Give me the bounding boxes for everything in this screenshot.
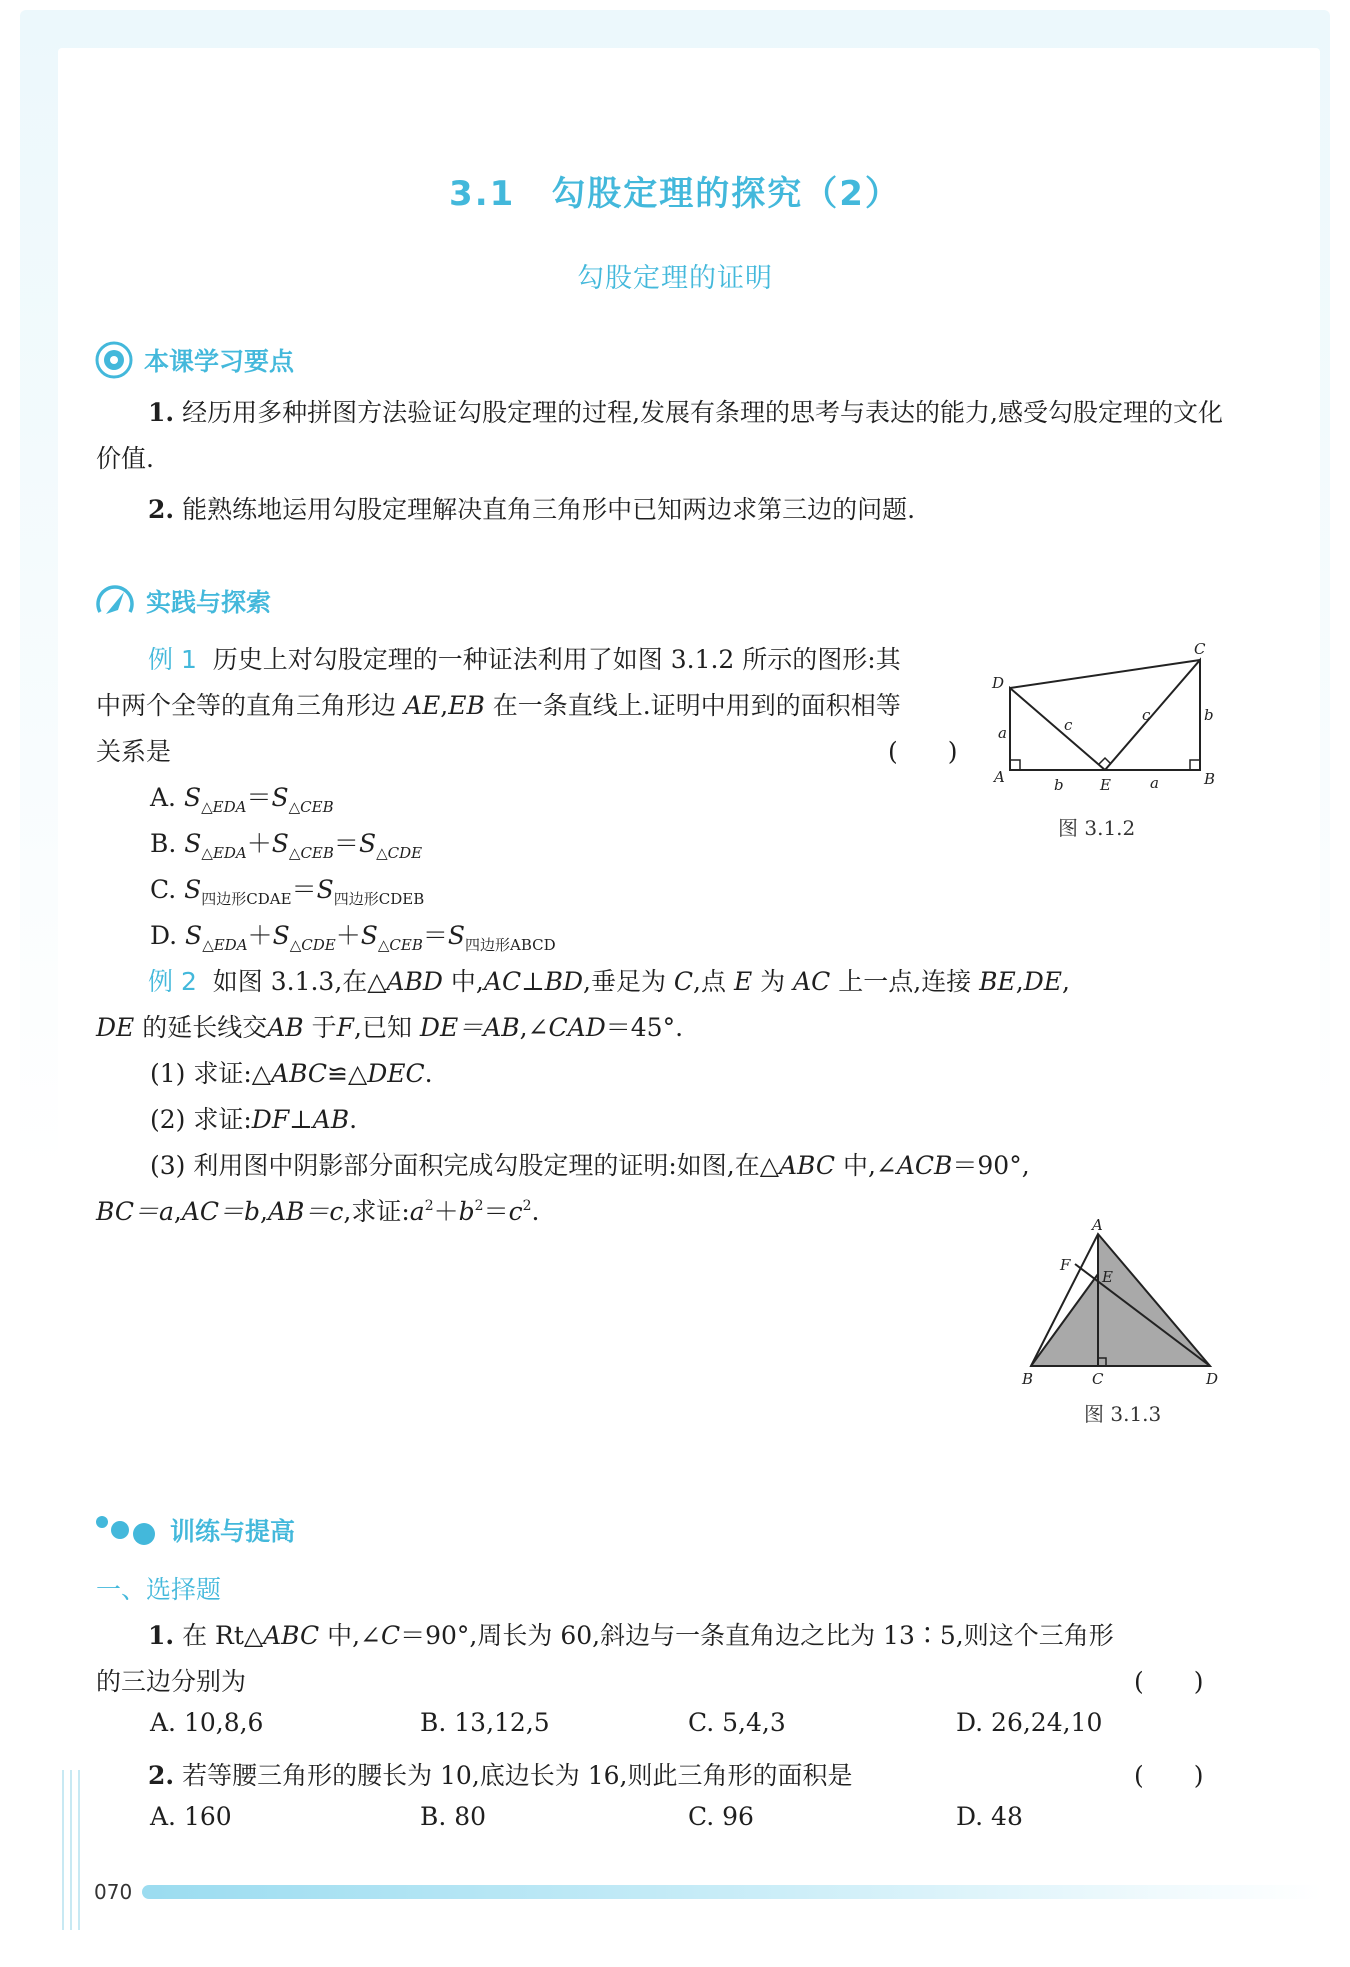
- question-1-option-b: B. 13,12,5: [420, 1708, 550, 1737]
- question-2: [148, 1756, 852, 1792]
- question-1-option-c: C. 5,4,3: [688, 1708, 786, 1737]
- equals: ＝: [422, 921, 448, 950]
- math: AB＝c: [267, 1197, 344, 1226]
- example-1-label: 例 1: [148, 645, 197, 674]
- key-point-2: [148, 490, 915, 526]
- text: ＝90°,周长为 60,斜边与一条直角边之比为 13∶5,则这个三角形: [400, 1621, 1114, 1650]
- side-a-bottom: a: [1150, 774, 1159, 792]
- math: CAD: [548, 1013, 606, 1042]
- question-2-option-d: D. 48: [956, 1802, 1023, 1831]
- equals: ＝: [246, 783, 272, 812]
- math: C: [673, 967, 694, 996]
- section-heading-label: 实践与探索: [142, 583, 275, 619]
- label-b: B: [1022, 1370, 1034, 1388]
- option-label: C.: [150, 875, 185, 904]
- text: (3) 利用图中阴影部分面积完成勾股定理的证明:如图,在△: [150, 1151, 779, 1180]
- text: 的延长线交: [134, 1013, 268, 1042]
- plus: ＋: [247, 921, 273, 950]
- text: 中两个全等的直角三角形边: [96, 691, 404, 720]
- equals: ＝: [291, 875, 317, 904]
- question-2-option-a: A. 160: [150, 1802, 232, 1831]
- subscript: △EDA: [202, 936, 248, 954]
- math: DF⊥AB: [251, 1105, 350, 1134]
- target-icon: [94, 340, 134, 380]
- math-s: S: [185, 921, 203, 950]
- subscript: 四边形CDEB: [333, 890, 425, 908]
- text: ≌△: [327, 1059, 368, 1088]
- example-1-line-3: 关系是: [96, 737, 172, 766]
- text: (1) 求证:△: [150, 1059, 272, 1088]
- math: E: [733, 967, 753, 996]
- label-b: B: [1204, 770, 1216, 788]
- example-1-text: 历史上对勾股定理的一种证法利用了如图 3.1.2 所示的图形:其: [212, 645, 901, 674]
- option-a: [150, 778, 334, 816]
- superscript: 2: [424, 1198, 434, 1214]
- text: 在一条直线上.证明中用到的面积相等: [484, 691, 901, 720]
- key-point-1-number: 1.: [148, 398, 175, 427]
- section-heading-label: 训练与提高: [166, 1512, 299, 1548]
- text: 中,∠: [835, 1151, 897, 1180]
- option-b: [150, 824, 422, 862]
- math-s: S: [271, 783, 289, 812]
- key-point-2-text: 能熟练地运用勾股定理解决直角三角形中已知两边求第三边的问题.: [182, 495, 916, 524]
- side-b-right: b: [1204, 706, 1214, 724]
- math-s: S: [184, 829, 202, 858]
- text: 在 Rt△: [182, 1621, 264, 1650]
- example-2-question-3-cont: [96, 1192, 539, 1228]
- section-heading-label: 本课学习要点: [140, 342, 298, 378]
- segment-dc: [1010, 660, 1200, 688]
- dots-icon: [94, 1512, 160, 1548]
- text: .: [424, 1059, 433, 1088]
- equals: ＝: [333, 829, 359, 858]
- math: F: [336, 1013, 354, 1042]
- side-b-bottom: b: [1054, 776, 1064, 794]
- math: DE: [96, 1013, 135, 1042]
- math-eb: EB: [448, 691, 485, 720]
- option-label: D.: [150, 921, 186, 950]
- math: AC⊥BD: [483, 967, 583, 996]
- text: ,: [173, 1197, 182, 1226]
- text: 上一点,连接: [830, 967, 980, 996]
- text: ＝: [483, 1197, 509, 1226]
- plus: ＋: [335, 921, 361, 950]
- option-label: B.: [150, 829, 185, 858]
- question-2-option-b: B. 80: [420, 1802, 487, 1831]
- math: C: [380, 1621, 401, 1650]
- example-2-question-3: [150, 1146, 1030, 1182]
- plus: ＋: [246, 829, 272, 858]
- label-e: E: [1100, 776, 1111, 794]
- example-2-line-1: [148, 962, 1070, 998]
- section-heading-practice: [94, 580, 275, 622]
- math: BE: [979, 967, 1016, 996]
- triangle-eda: [1010, 688, 1105, 770]
- text: (2) 求证:: [150, 1105, 252, 1134]
- question-number: 2.: [148, 1761, 175, 1790]
- text: ＝45°.: [605, 1013, 684, 1042]
- math: ACB: [896, 1151, 953, 1180]
- lesson-subtitle: 勾股定理的证明: [577, 263, 773, 294]
- option-d: [150, 916, 556, 955]
- figure-3-1-2-caption: 图 3.1.2: [1058, 816, 1136, 840]
- math: AC＝b: [181, 1197, 261, 1226]
- text: ＋: [433, 1197, 459, 1226]
- label-c: C: [1092, 1370, 1104, 1388]
- text: 中,: [442, 967, 484, 996]
- text: ,∠: [519, 1013, 549, 1042]
- triangle-ceb: [1105, 660, 1200, 770]
- label-d: D: [992, 674, 1005, 692]
- math: a: [409, 1197, 425, 1226]
- figure-3-1-3-caption: 图 3.1.3: [1084, 1402, 1162, 1426]
- math-s: S: [184, 875, 202, 904]
- math-s: S: [316, 875, 334, 904]
- question-1-option-d: D. 26,24,10: [956, 1708, 1103, 1737]
- question-1-line-2: 的三边分别为: [96, 1667, 247, 1696]
- math: ABC: [263, 1621, 320, 1650]
- right-angle-a: [1010, 760, 1020, 770]
- math: DE＝AB: [419, 1013, 520, 1042]
- page-number: 070: [94, 1880, 133, 1904]
- superscript: 2: [522, 1198, 532, 1214]
- text: ＝90°,: [952, 1151, 1030, 1180]
- math: ABC: [271, 1059, 328, 1088]
- key-point-1-text: 经历用多种拼图方法验证勾股定理的过程,发展有条理的思考与表达的能力,感受勾股定理的文化价值.: [96, 398, 1223, 473]
- text: ,: [440, 691, 449, 720]
- footer-bar: [142, 1885, 1322, 1899]
- math: ABC: [778, 1151, 835, 1180]
- lesson-title: 3.1 勾股定理的探究（2）: [449, 174, 901, 214]
- answer-blank[interactable]: ( ): [1134, 1667, 1204, 1696]
- option-label: A.: [150, 783, 184, 812]
- label-f: F: [1060, 1256, 1071, 1274]
- answer-blank[interactable]: ( ): [1134, 1761, 1204, 1790]
- example-1-line-2: [96, 686, 901, 722]
- subscript: 四边形CDAE: [201, 890, 292, 908]
- text: ,已知: [354, 1013, 420, 1042]
- math: ABD: [386, 967, 443, 996]
- example-2-label: 例 2: [148, 967, 197, 996]
- right-angle-e: [1099, 758, 1111, 764]
- text: ,: [1062, 967, 1070, 996]
- label-a: A: [994, 768, 1005, 786]
- decorative-margin-lines: [62, 1770, 84, 1930]
- option-c: [150, 870, 424, 909]
- question-number: 1.: [148, 1621, 175, 1650]
- example-2-question-2: [150, 1100, 357, 1136]
- side-a-left: a: [998, 724, 1007, 742]
- answer-blank[interactable]: ( ): [888, 737, 958, 766]
- label-a: A: [1092, 1218, 1103, 1234]
- figure-3-1-3: [1010, 1218, 1230, 1388]
- math: DE: [1023, 967, 1063, 996]
- text: ,点: [693, 967, 734, 996]
- text: 若等腰三角形的腰长为 10,底边长为 16,则此三角形的面积是: [182, 1761, 853, 1790]
- example-1-line-1: [148, 640, 901, 676]
- text: 为: [752, 967, 794, 996]
- math-s: S: [183, 783, 202, 812]
- question-1-option-a: A. 10,8,6: [150, 1708, 264, 1737]
- example-2-line-2: [96, 1008, 683, 1044]
- key-point-2-number: 2.: [148, 495, 175, 524]
- label-e: E: [1102, 1268, 1113, 1286]
- math: AB: [267, 1013, 304, 1042]
- figure-3-1-2: [990, 638, 1230, 798]
- math-s: S: [447, 921, 466, 950]
- math: DEC: [367, 1059, 425, 1088]
- example-2-question-1: [150, 1054, 433, 1090]
- subscript: △EDA: [201, 844, 247, 862]
- subscript: △CEB: [288, 798, 334, 816]
- question-2-option-c: C. 96: [688, 1802, 754, 1831]
- math: BC＝a: [96, 1197, 174, 1226]
- text: 中,∠: [319, 1621, 381, 1650]
- text: ,垂足为: [583, 967, 674, 996]
- subscript: △CEB: [288, 844, 334, 862]
- subscript: △CDE: [289, 936, 336, 954]
- superscript: 2: [474, 1198, 484, 1214]
- text: ,求证:: [343, 1197, 410, 1226]
- section-heading-key-points: [94, 340, 298, 380]
- compass-icon: [94, 580, 136, 622]
- math: AC: [793, 967, 831, 996]
- math-s: S: [360, 921, 378, 950]
- math: c: [508, 1197, 523, 1226]
- text: 于: [303, 1013, 337, 1042]
- label-c: C: [1194, 640, 1206, 658]
- text: .: [349, 1105, 358, 1134]
- label-d: D: [1206, 1370, 1219, 1388]
- subscript: △EDA: [201, 798, 247, 816]
- subscript: △CDE: [376, 844, 423, 862]
- section-heading-training: [94, 1512, 299, 1548]
- key-point-1: [96, 390, 1226, 482]
- text: ,: [260, 1197, 268, 1226]
- text: ,: [1015, 967, 1024, 996]
- math-ae: AE: [403, 691, 441, 720]
- math: b: [458, 1197, 475, 1226]
- text: .: [531, 1197, 540, 1226]
- side-c-left: c: [1064, 716, 1073, 734]
- subheading-multiple-choice: 一、选择题: [96, 1575, 222, 1604]
- math-s: S: [272, 921, 290, 950]
- right-angle-b: [1190, 760, 1200, 770]
- text: 如图 3.1.3,在△: [212, 967, 387, 996]
- math-s: S: [271, 829, 289, 858]
- subscript: 四边形ABCD: [465, 936, 556, 954]
- side-c-right: c: [1142, 706, 1151, 724]
- math-s: S: [358, 829, 377, 858]
- question-1-line-1: [148, 1616, 1114, 1652]
- subscript: △CEB: [377, 936, 423, 954]
